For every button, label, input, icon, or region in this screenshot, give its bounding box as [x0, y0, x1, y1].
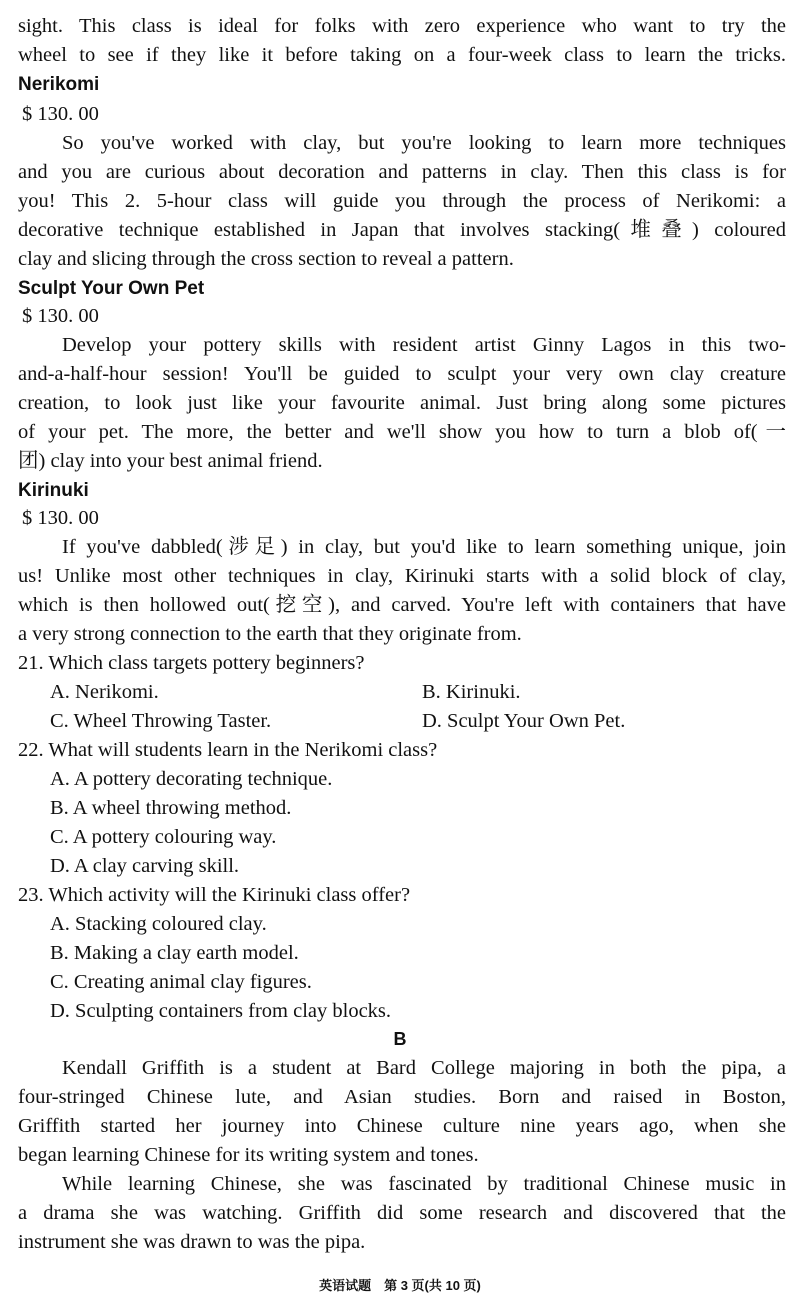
- class-description-line: of your pet. The more, the better and we'll show you how to turn a blob of(一: [18, 421, 786, 443]
- passage-line: a drama she was watching. Griffith did some research and discovered that the: [18, 1202, 786, 1224]
- class-price: $ 130. 00: [22, 103, 99, 125]
- question-22-option-d: D. A clay carving skill.: [50, 855, 240, 877]
- passage-line: began learning Chinese for its writing system and tones.: [18, 1144, 479, 1166]
- question-21-option-b: B. Kirinuki.: [422, 681, 521, 703]
- class-description-line: Develop your pottery skills with resident artist Ginny Lagos in this two-: [62, 334, 786, 356]
- passage-line: Griffith started her journey into Chinese culture nine years ago, when she: [18, 1115, 786, 1137]
- passage-line: Kendall Griffith is a student at Bard College majoring in both the pipa, a: [62, 1057, 786, 1079]
- question-23-stem: 23. Which activity will the Kirinuki class offer?: [18, 884, 411, 906]
- class-price: $ 130. 00: [22, 507, 99, 529]
- class-description-line: us! Unlike most other techniques in clay, Kirinuki starts with a solid block of clay,: [18, 565, 786, 587]
- class-description-line: which is then hollowed out(挖空), and carved. You're left with containers that have: [18, 594, 786, 616]
- passage-line: While learning Chinese, she was fascinated by traditional Chinese music in: [62, 1173, 786, 1195]
- class-description-line: clay and slicing through the cross section to reveal a pattern.: [18, 248, 514, 270]
- question-23-option-a: A. Stacking coloured clay.: [50, 913, 267, 935]
- class-price: $ 130. 00: [22, 305, 99, 327]
- question-22-option-b: B. A wheel throwing method.: [50, 797, 292, 819]
- section-b-heading: B: [393, 1029, 407, 1049]
- question-21-option-d: D. Sculpt Your Own Pet.: [422, 710, 626, 732]
- class-title-sculpt-your-own-pet: Sculpt Your Own Pet: [18, 278, 205, 299]
- question-23-option-c: C. Creating animal clay figures.: [50, 971, 312, 993]
- class-description-line: If you've dabbled(涉足) in clay, but you'd like to learn something unique, join: [62, 536, 786, 558]
- class-description-line: 团) clay into your best animal friend.: [18, 450, 323, 472]
- question-21-option-c: C. Wheel Throwing Taster.: [50, 710, 272, 732]
- question-22-stem: 22. What will students learn in the Nerikomi class?: [18, 739, 438, 761]
- question-21-stem: 21. Which class targets pottery beginners?: [18, 652, 365, 674]
- class-description-line: and-a-half-hour session! You'll be guided to sculpt your very own clay creature: [18, 363, 786, 385]
- class-title-nerikomi: Nerikomi: [18, 74, 100, 95]
- class-description-line: creation, to look just like your favourite animal. Just bring along some pictures: [18, 392, 786, 414]
- class-description-line: So you've worked with clay, but you're looking to learn more techniques: [62, 132, 786, 154]
- question-23-option-d: D. Sculpting containers from clay blocks.: [50, 1000, 392, 1022]
- class-description-line: decorative technique established in Japan that involves stacking(堆叠) coloured: [18, 219, 786, 241]
- class-description-line: and you are curious about decoration and patterns in clay. Then this class is for: [18, 161, 786, 183]
- intro-line: sight. This class is ideal for folks with zero experience who want to try the: [18, 15, 786, 37]
- question-22-option-c: C. A pottery colouring way.: [50, 826, 277, 848]
- intro-line: wheel to see if they like it before taking on a four-week class to learn the tricks.: [18, 44, 786, 66]
- question-23-option-b: B. Making a clay earth model.: [50, 942, 299, 964]
- class-description-line: a very strong connection to the earth that they originate from.: [18, 623, 522, 645]
- class-description-line: you! This 2. 5-hour class will guide you through the process of Nerikomi: a: [18, 190, 786, 212]
- question-22-option-a: A. A pottery decorating technique.: [50, 768, 333, 790]
- question-21-option-a: A. Nerikomi.: [50, 681, 159, 703]
- passage-line: instrument she was drawn to was the pipa.: [18, 1231, 366, 1253]
- page-footer: 英语试题 第 3 页(共 10 页): [319, 1278, 481, 1293]
- passage-line: four-stringed Chinese lute, and Asian studies. Born and raised in Boston,: [18, 1086, 786, 1108]
- class-title-kirinuki: Kirinuki: [18, 480, 89, 501]
